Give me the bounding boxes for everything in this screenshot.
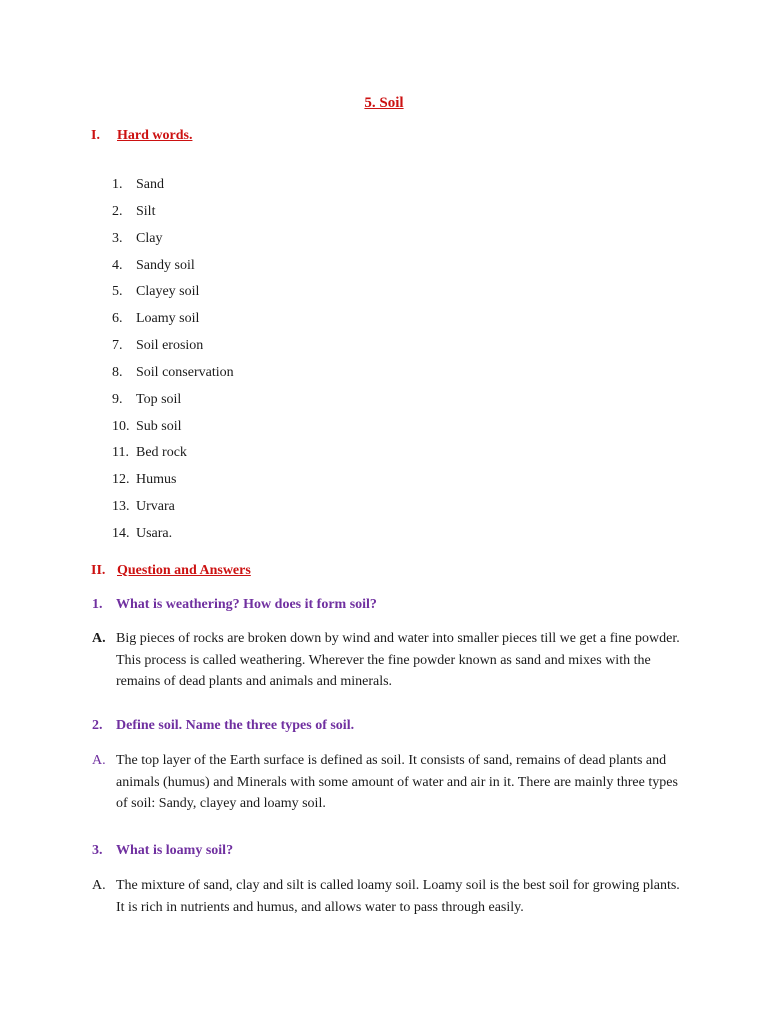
- question-number: 2.: [92, 718, 103, 733]
- list-word: Usara.: [136, 525, 173, 541]
- list-word: Sand: [136, 177, 164, 192]
- section-heading-questions: [91, 563, 251, 579]
- list-number: 8.: [112, 364, 123, 380]
- section-number: I.: [91, 128, 100, 143]
- list-number: 4.: [112, 257, 123, 273]
- list-word: Clayey soil: [136, 284, 200, 300]
- list-word: Top soil: [136, 391, 182, 407]
- list-item: [112, 226, 234, 253]
- list-item: [112, 199, 234, 226]
- section-title: Hard words.: [117, 128, 193, 143]
- list-item: [112, 333, 234, 360]
- answer-text: Big pieces of rocks are broken down by wind and water into smaller pieces till we get a fine powder. This process is called weathering. Wherever the fine powder known as sand and mixes with the remains of dead plants and animals and minerals.: [116, 631, 680, 689]
- list-item: [112, 414, 234, 441]
- list-word: Sandy soil: [136, 257, 195, 273]
- list-item: [112, 279, 234, 306]
- list-item: [112, 253, 234, 280]
- question-text: What is weathering? How does it form soil?: [116, 597, 377, 612]
- list-word: Soil conservation: [136, 364, 234, 380]
- list-word: Soil erosion: [136, 338, 204, 354]
- list-number: 13.: [112, 499, 130, 515]
- list-item: [112, 306, 234, 333]
- answer-1: [92, 628, 682, 693]
- list-item: [112, 467, 234, 494]
- hard-words-list: [112, 172, 234, 548]
- answer-label: A.: [92, 753, 106, 768]
- list-number: 2.: [112, 203, 123, 219]
- list-number: 9.: [112, 391, 123, 407]
- list-number: 1.: [112, 177, 123, 192]
- question-text: Define soil. Name the three types of soil.: [116, 718, 355, 733]
- answer-text: The top layer of the Earth surface is defined as soil. It consists of sand, remains of dead plants and animals (humus) and Minerals with some amount of water and air in it. There are mainly three types of soil: Sandy, clayey and loamy soil.: [116, 753, 678, 811]
- list-item: [112, 521, 234, 548]
- list-number: 11.: [112, 445, 129, 461]
- question-2: [92, 718, 354, 734]
- list-number: 10.: [112, 418, 130, 434]
- list-item: [112, 387, 234, 414]
- question-number: 1.: [92, 597, 103, 612]
- list-word: Silt: [136, 203, 156, 219]
- answer-label: A.: [92, 878, 106, 893]
- list-number: 12.: [112, 472, 130, 488]
- list-word: Urvara: [136, 499, 175, 515]
- section-number: II.: [91, 563, 106, 578]
- list-number: 14.: [112, 525, 130, 541]
- list-word: Clay: [136, 230, 163, 246]
- list-number: 3.: [112, 230, 123, 246]
- question-text: What is loamy soil?: [116, 843, 234, 858]
- list-number: 7.: [112, 338, 123, 354]
- list-word: Humus: [136, 472, 177, 488]
- answer-label: A.: [92, 631, 106, 646]
- question-1: [92, 597, 377, 613]
- question-3: [92, 843, 233, 859]
- list-word: Bed rock: [136, 445, 187, 461]
- list-item: [112, 360, 234, 387]
- list-number: 6.: [112, 311, 123, 327]
- answer-3: [92, 875, 682, 918]
- list-word: Loamy soil: [136, 311, 200, 327]
- list-word: Sub soil: [136, 418, 182, 434]
- answer-2: [92, 750, 682, 815]
- question-number: 3.: [92, 843, 103, 858]
- section-title: Question and Answers: [117, 563, 251, 578]
- page-title: 5. Soil: [364, 95, 404, 111]
- list-item: [112, 172, 234, 199]
- list-number: 5.: [112, 284, 123, 300]
- list-item: [112, 440, 234, 467]
- section-heading-hard-words: [91, 128, 192, 144]
- list-item: [112, 494, 234, 521]
- answer-text: The mixture of sand, clay and silt is called loamy soil. Loamy soil is the best soil for growing plants. It is rich in nutrients and humus, and allows water to pass through easily.: [116, 878, 680, 915]
